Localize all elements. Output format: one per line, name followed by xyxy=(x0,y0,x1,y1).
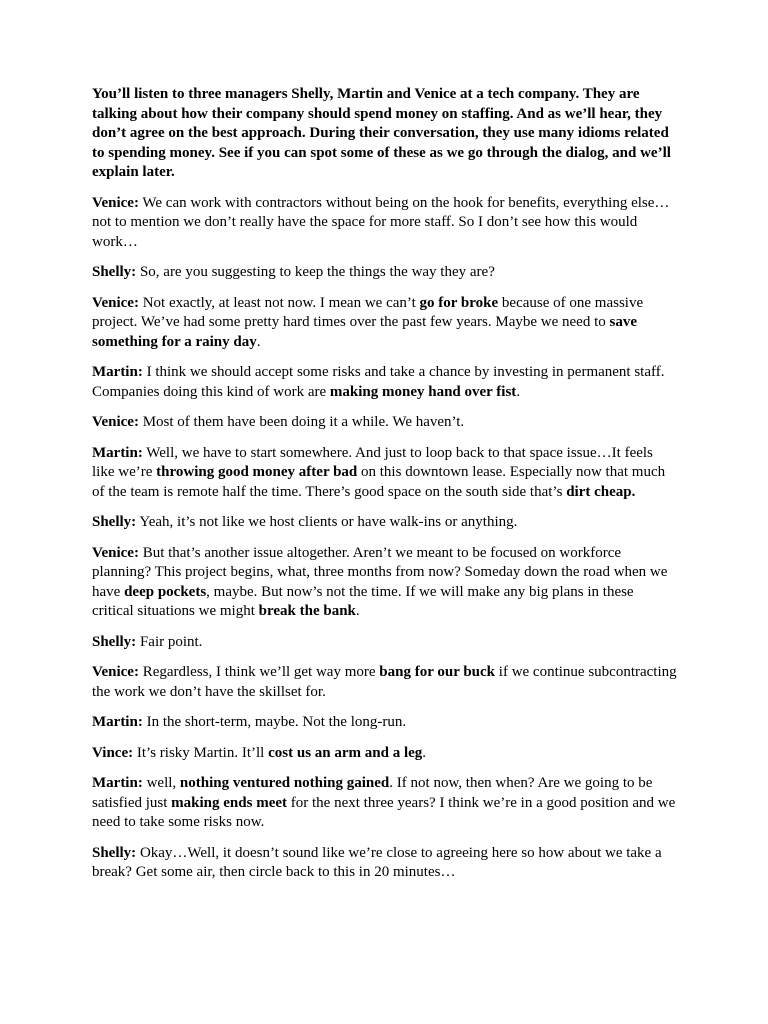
dialog-text: on this downtown lease. Especially now that much of the team is remote half the time. There’s good space on the south side that’s xyxy=(92,464,666,500)
dialog-line xyxy=(92,663,678,702)
speaker-name: Martin: xyxy=(92,775,143,791)
dialog-text: Yeah, it’s not like we host clients or have walk-ins or anything. xyxy=(136,514,518,530)
speaker-name: Venice: xyxy=(92,194,139,211)
idiom-phrase: go for broke xyxy=(419,294,499,311)
speaker-name: Venice: xyxy=(92,664,139,680)
dialog-text: Fair point. xyxy=(136,633,203,650)
dialog-line xyxy=(92,844,678,883)
idiom-phrase: cost us an arm and a leg xyxy=(268,744,423,761)
dialog-line xyxy=(92,633,678,653)
dialog-line xyxy=(92,774,678,833)
dialog-text: Regardless, I think we’ll get way more xyxy=(138,664,380,680)
dialog-line xyxy=(92,744,678,764)
dialog-text: Okay…Well, it doesn’t sound like we’re close to agreeing here so how about we take a break? Get some air, then circle back to this in 20 minutes… xyxy=(92,844,662,880)
dialog-line xyxy=(92,544,678,622)
speaker-name: Venice: xyxy=(92,294,139,311)
dialog-text: . If not now, then when? Are we going to be satisfied just xyxy=(92,775,653,811)
speaker-name: Vince: xyxy=(92,744,134,761)
dialog-text: Well, we have to start somewhere. And just to loop back to that space issue…It feels like we’re xyxy=(92,444,653,480)
dialog-section xyxy=(92,194,678,883)
dialog-text: . xyxy=(516,383,521,400)
speaker-name: Venice: xyxy=(92,414,139,430)
speaker-name: Venice: xyxy=(92,544,139,561)
dialog-line xyxy=(92,713,678,733)
dialog-text: Not exactly, at least not now. I mean we can’t xyxy=(138,294,420,311)
dialog-line xyxy=(92,263,678,283)
idiom-phrase: deep pockets xyxy=(124,583,207,600)
document-page xyxy=(92,85,678,894)
speaker-name: Martin: xyxy=(92,444,143,461)
dialog-text: . xyxy=(422,744,427,761)
dialog-text: for the next three years? I think we’re in a good position and we need to take some risks now. xyxy=(92,794,676,830)
dialog-line xyxy=(92,294,678,353)
idiom-phrase: bang for our buck xyxy=(379,664,496,680)
speaker-name: Martin: xyxy=(92,364,143,380)
idiom-phrase: making ends meet xyxy=(171,794,288,811)
dialog-text: So, are you suggesting to keep the things the way they are? xyxy=(136,264,495,280)
idiom-phrase: save something for a rainy day xyxy=(92,314,637,350)
intro-paragraph: You’ll listen to three managers Shelly, Martin and Venice at a tech company. They are talking about how their company should spend money on staffing. And as we’ll hear, they don’t agree on the best approach. During their conversation, they use many idioms related to spending money. See if you can spot some of these as we go through the dialog, and we’ll explain later. xyxy=(92,86,671,180)
dialog-line xyxy=(92,513,678,533)
speaker-name: Shelly: xyxy=(92,633,137,650)
dialog-line xyxy=(92,444,678,503)
speaker-name: Shelly: xyxy=(92,264,137,280)
dialog-text: In the short-term, maybe. Not the long-run. xyxy=(142,714,407,730)
dialog-text: . xyxy=(256,333,261,350)
speaker-name: Martin: xyxy=(92,714,143,730)
speaker-name: Shelly: xyxy=(92,844,137,861)
idiom-phrase: nothing ventured nothing gained xyxy=(179,775,390,791)
dialog-text: But that’s another issue altogether. Aren’t we meant to be focused on workforce planning? This project begins, what, three months from now? Someday down the road when we have xyxy=(92,544,668,600)
idiom-phrase: break the bank xyxy=(258,603,356,619)
dialog-line xyxy=(92,194,678,253)
idiom-phrase: dirt cheap. xyxy=(566,483,636,500)
idiom-phrase: making money hand over fist xyxy=(329,383,517,400)
idiom-phrase: throwing good money after bad xyxy=(156,464,358,480)
speaker-name: Shelly: xyxy=(92,514,137,530)
dialog-text: It’s risky Martin. It’ll xyxy=(133,744,269,761)
dialog-text: We can work with contractors without being on the hook for benefits, everything else… not to mention we don’t really have the space for more staff. So I don’t see how this would work… xyxy=(92,194,670,250)
dialog-text: I think we should accept some risks and take a chance by investing in permanent staff. Companies doing this kind of work are xyxy=(92,364,665,400)
dialog-text: because of one massive project. We’ve had some pretty hard times over the past few years. Maybe we need to xyxy=(92,294,644,330)
dialog-line xyxy=(92,413,678,433)
dialog-text: . xyxy=(355,603,360,619)
dialog-text: Most of them have been doing it a while. We haven’t. xyxy=(138,414,465,430)
dialog-line xyxy=(92,363,678,402)
dialog-text: , maybe. But now’s not the time. If we will make any big plans in these critical situations we might xyxy=(92,583,634,619)
dialog-text: well, xyxy=(142,775,180,791)
dialog-text: if we continue subcontracting the work we don’t have the skillset for. xyxy=(92,664,677,700)
